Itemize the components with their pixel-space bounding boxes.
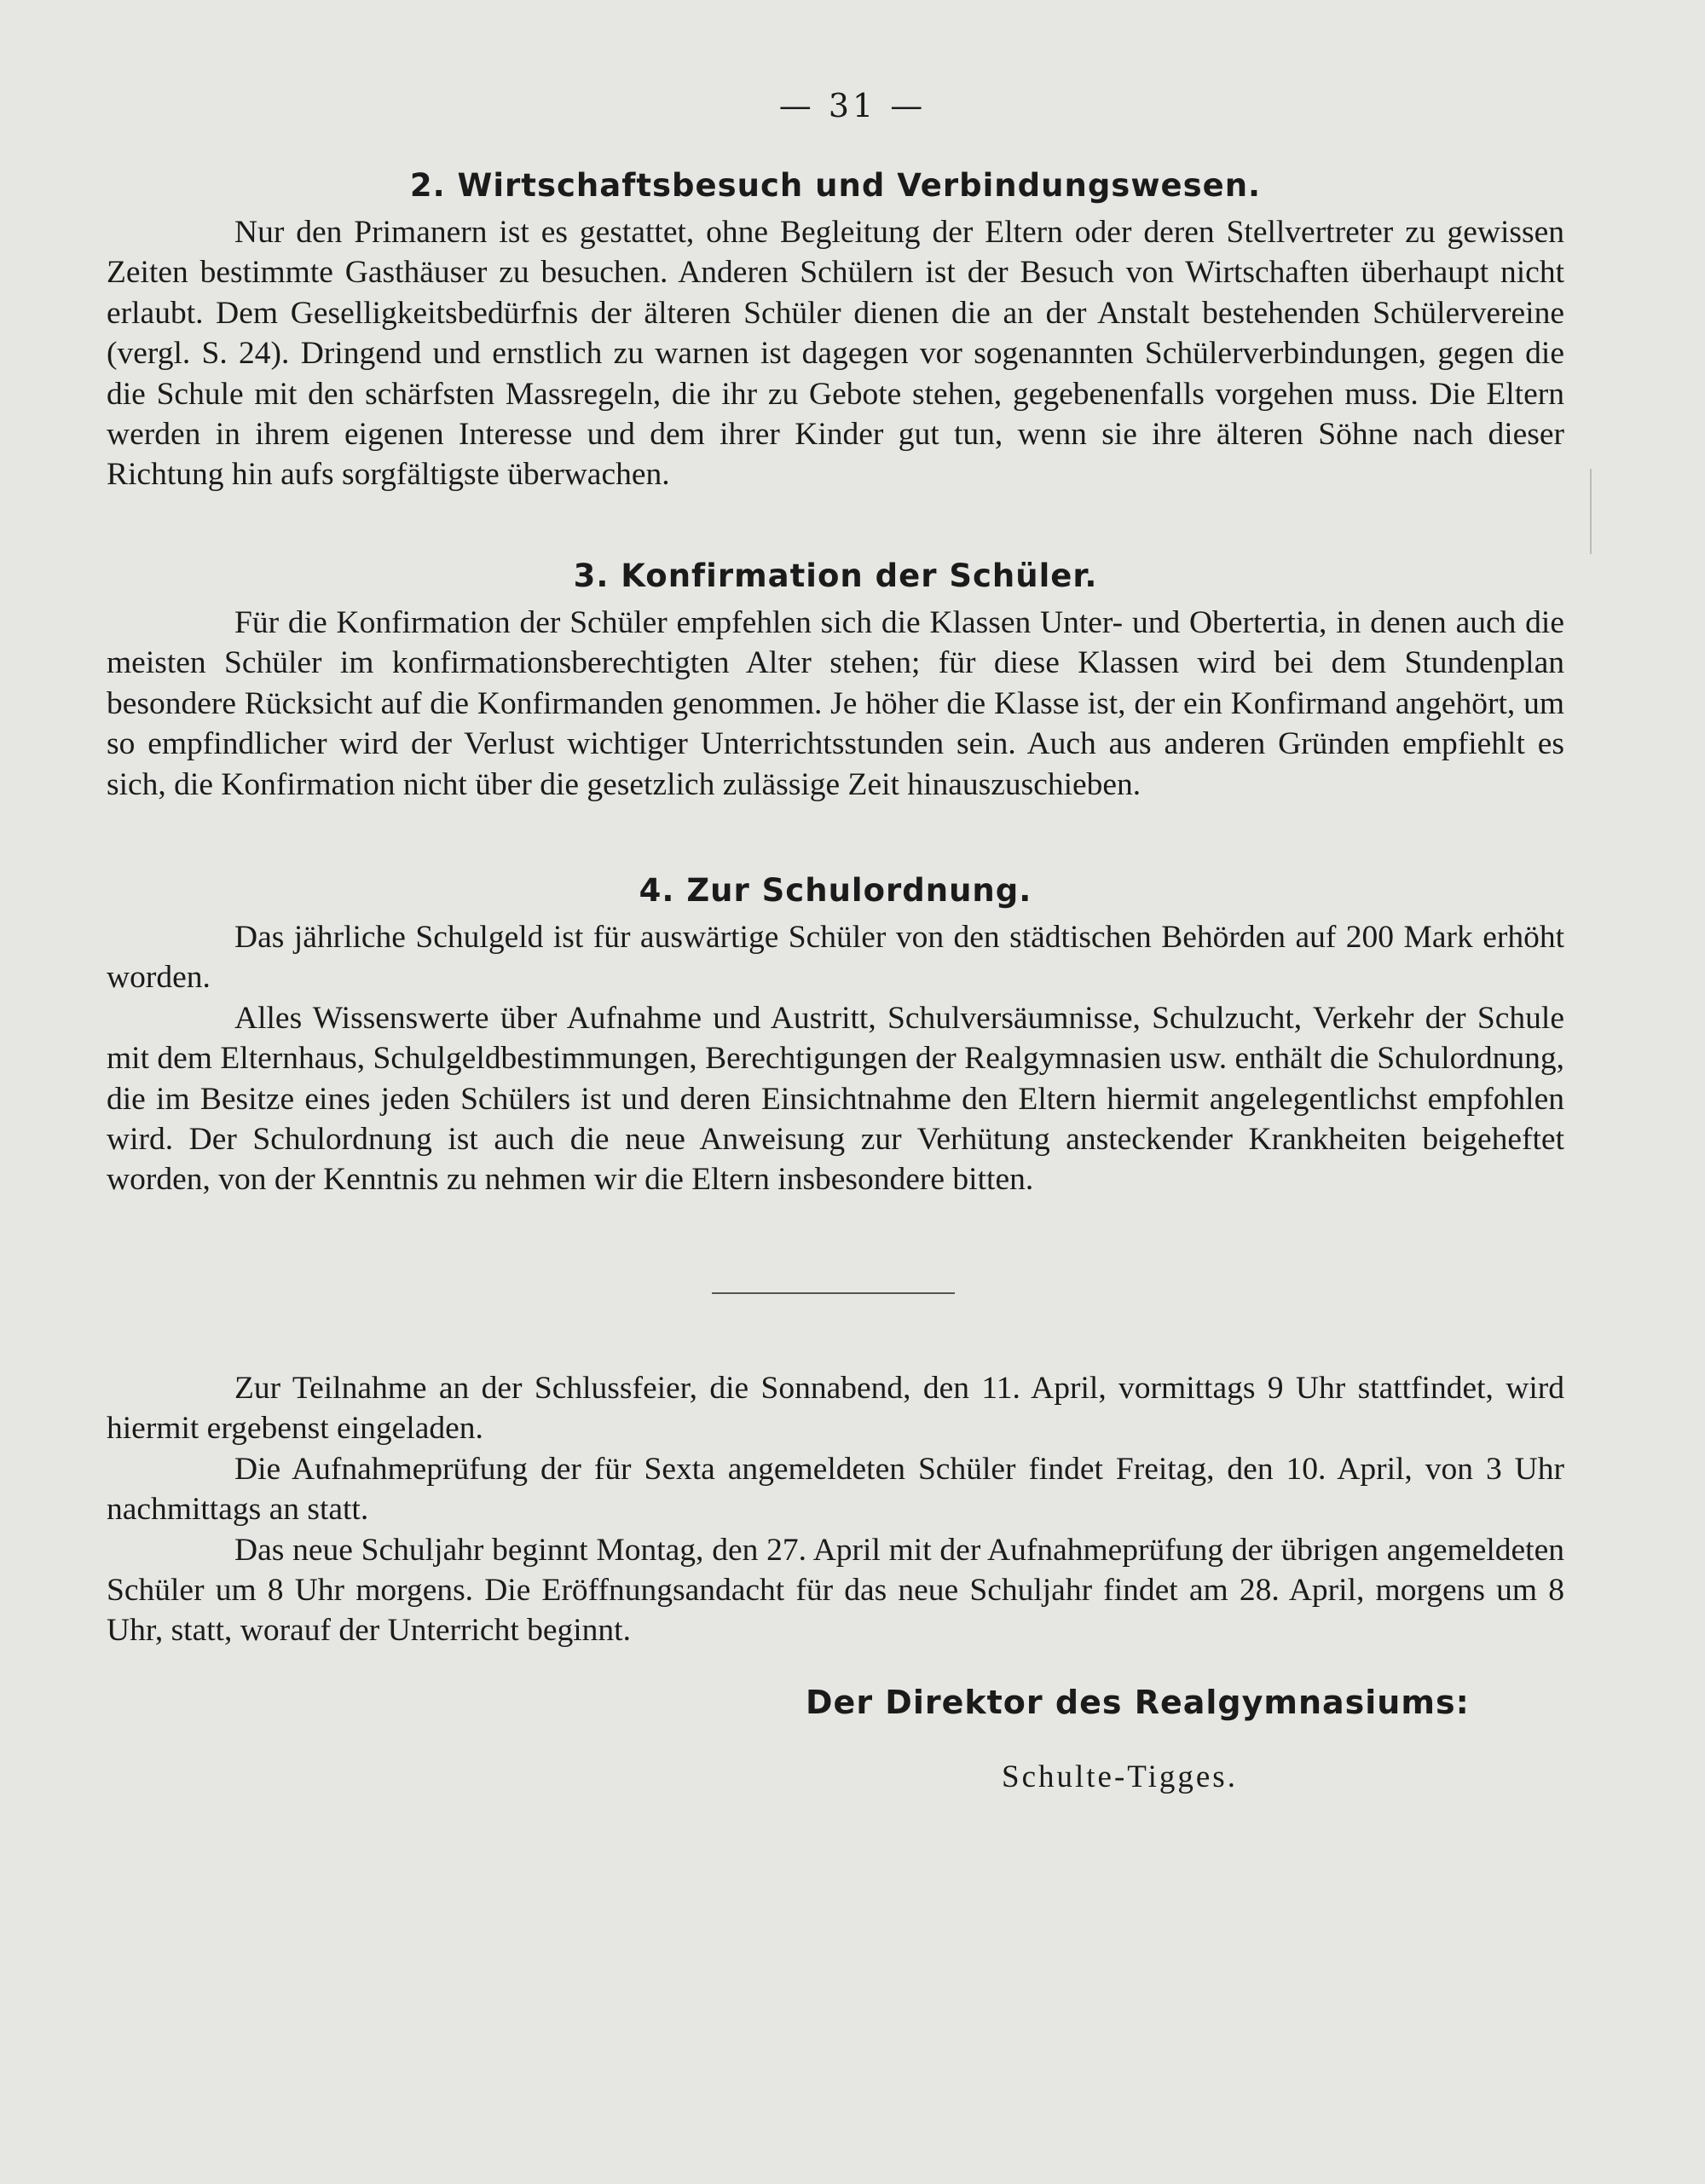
signature-name: Schulte-Tigges. (1002, 1759, 1238, 1794)
section-heading: 2. Wirtschaftsbesuch und Verbindungswesen. (409, 167, 1262, 204)
signature-title: Der Direktor des Realgymnasiums: (806, 1684, 1470, 1721)
paragraph: Nur den Primanern ist es gestattet, ohne Begleitung der Eltern oder deren Stellvertreter zu gewissen Zeiten bestimmte Gasthäuser zu besuchen. Anderen Schülern ist der Besuch von Wirtschaften überhaupt nicht erlaubt. Dem Geselligkeitsbedürfnis der älteren Schüler dienen die an der Anstalt bestehenden Schülervereine (vergl. S. 24). Dringend und ernstlich zu warnen ist dagegen vor sogenannten Schülerverbindungen, gegen die die Schule mit den schärfsten Massregeln, die ihr zu Gebote stehen, gegebenenfalls vorgehen muss. Die Eltern werden in ihrem eigenen Interesse und dem ihrer Kinder gut tun, wenn sie ihre älteren Söhne nach dieser Richtung hin aufs sorgfältigste überwachen. (107, 215, 1564, 493)
paragraph: Die Aufnahmeprüfung der für Sexta angemeldeten Schüler findet Freitag, den 10. April, von 3 Uhr nachmittags an statt. (107, 1451, 1564, 1528)
section-schulordnung (107, 870, 1564, 1200)
paragraph: Das jährliche Schulgeld ist für auswärtige Schüler von den städtischen Behörden auf 200 Mark erhöht worden. (107, 920, 1564, 996)
paragraph: Alles Wissenswerte über Aufnahme und Austritt, Schulversäumnisse, Schulzucht, Verkehr der Schule mit dem Elternhaus, Schulgeldbestimmungen, Berechtigungen der Realgymnasien usw. enthält die Schulordnung, die im Besitze eines jeden Schülers ist und deren Einsichtnahme den Eltern hiermit angelegentlichst empfohlen wird. Der Schulordnung ist auch die neue Anweisung zur Verhütung ansteckender Krankheiten beigeheftet worden, von der Kenntnis zu nehmen wir die Eltern insbesondere bitten. (107, 1000, 1564, 1198)
closing-announcements (107, 1368, 1564, 1651)
section-konfirmation (107, 555, 1564, 805)
paragraph: Für die Konfirmation der Schüler empfehlen sich die Klassen Unter- und Obertertia, in denen auch die meisten Schüler im konfirmationsberechtigten Alter stehen; für diese Klassen wird bei dem Stundenplan besondere Rücksicht auf die Konfirmanden genommen. Je höher die Klasse ist, der ein Konfirmand angehört, um so empfindlicher wird der Verlust wichtiger Unterrichtsstunden sein. Auch aus anderen Gründen empfiehlt es sich, die Konfirmation nicht über die gesetzlich zulässige Zeit hinauszuschieben. (107, 605, 1564, 802)
section-divider (712, 1292, 955, 1294)
scan-margin-mark (1590, 469, 1592, 554)
section-wirtschaftsbesuch (107, 165, 1564, 495)
section-heading: 4. Zur Schulordnung. (639, 872, 1032, 909)
page-number: — 31 — (778, 87, 927, 124)
section-heading: 3. Konfirmation der Schüler. (573, 558, 1098, 594)
paragraph: Das neue Schuljahr beginnt Montag, den 27. April mit der Aufnahmeprüfung der übrigen angemeldeten Schüler um 8 Uhr morgens. Die Eröffnungsandacht für das neue Schuljahr findet am 28. April, morgens um 8 Uhr, statt, worauf der Unterricht beginnt. (107, 1532, 1564, 1649)
paragraph: Zur Teilnahme an der Schlussfeier, die Sonnabend, den 11. April, vormittags 9 Uhr stattfindet, wird hiermit ergebenst eingeladen. (107, 1371, 1564, 1447)
